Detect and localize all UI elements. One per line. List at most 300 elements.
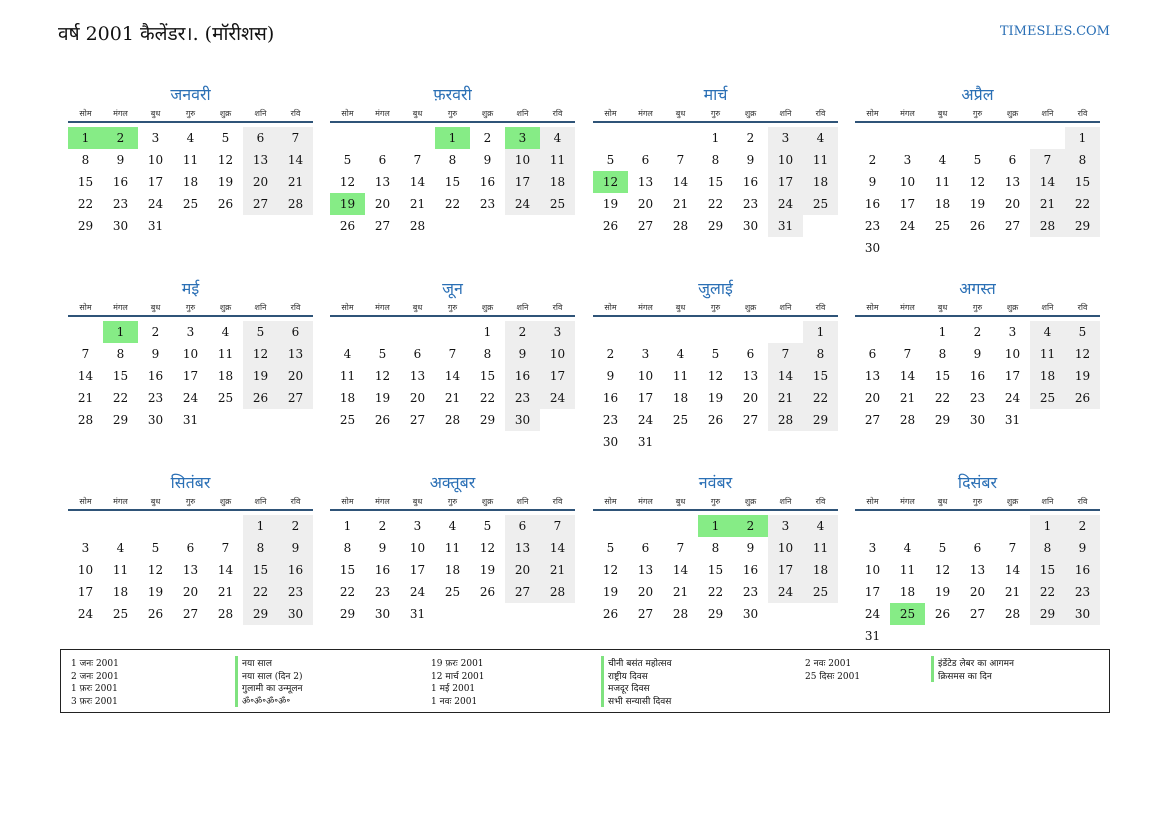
day-cell: 5 — [938, 541, 947, 555]
day-cell: 11 — [339, 369, 356, 383]
day-cell: 28 — [540, 581, 575, 603]
day-cell: 18 — [339, 391, 356, 405]
holiday-day-cell: 12 — [593, 171, 628, 193]
day-cell: 2 — [868, 153, 877, 167]
day-cell: 7 — [676, 541, 685, 555]
day-cell: 23 — [969, 391, 986, 405]
day-cell: 4 — [221, 325, 230, 339]
day-cell: 7 — [1008, 541, 1017, 555]
day-cell: 21 — [1030, 193, 1065, 215]
day-cell: 22 — [707, 585, 724, 599]
day-cell: 25 — [540, 193, 575, 215]
day-cell: 27 — [742, 413, 759, 427]
weekday-label: सोम — [604, 303, 617, 312]
day-cell: 30 — [742, 219, 759, 233]
day-cell: 14 — [1004, 563, 1021, 577]
day-cell: 5 — [343, 153, 352, 167]
day-cell: 11 — [1030, 343, 1065, 365]
day-cell: 23 — [602, 413, 619, 427]
day-cell: 22 — [77, 197, 94, 211]
day-cell: 21 — [672, 197, 689, 211]
legend-date: 1 नवः 2001 — [431, 696, 478, 707]
day-cell: 28 — [672, 607, 689, 621]
day-cell: 17 — [768, 171, 803, 193]
weekday-label: बुध — [412, 109, 423, 118]
day-cell: 29 — [803, 409, 838, 431]
day-cell: 28 — [1030, 215, 1065, 237]
day-cell: 5 — [606, 153, 615, 167]
month-rule — [68, 315, 313, 317]
day-cell: 15 — [444, 175, 461, 189]
day-cell: 22 — [1065, 193, 1100, 215]
day-cell: 7 — [81, 347, 90, 361]
day-cell: 29 — [77, 219, 94, 233]
day-cell: 20 — [1004, 197, 1021, 211]
day-cell: 26 — [602, 219, 619, 233]
day-cell: 4 — [186, 131, 195, 145]
weekday-label: मंगल — [900, 303, 915, 312]
weekday-label: बुध — [412, 497, 423, 506]
weekday-label: शनि — [254, 303, 267, 312]
month-rule — [68, 509, 313, 511]
weekday-label: बुध — [675, 497, 686, 506]
day-cell: 12 — [934, 563, 951, 577]
weekday-label: मंगल — [900, 497, 915, 506]
day-cell: 6 — [868, 347, 877, 361]
day-cell: 18 — [182, 175, 199, 189]
day-cell: 13 — [374, 175, 391, 189]
day-cell: 31 — [637, 435, 654, 449]
holiday-day-cell: 1 — [698, 515, 733, 537]
weekday-label: गुरु — [972, 303, 983, 312]
month-name: दिसंबर — [957, 473, 998, 492]
day-cell: 23 — [505, 387, 540, 409]
month-name: अप्रैल — [961, 85, 994, 104]
weekday-label: मंगल — [375, 497, 390, 506]
day-cell: 11 — [934, 175, 951, 189]
weekday-label: शनि — [779, 497, 792, 506]
day-cell: 31 — [409, 607, 426, 621]
day-cell: 5 — [1065, 321, 1100, 343]
day-cell: 15 — [1030, 559, 1065, 581]
day-cell: 26 — [243, 387, 278, 409]
day-cell: 4 — [903, 541, 912, 555]
month-name: जून — [442, 279, 463, 298]
day-cell: 18 — [934, 197, 951, 211]
day-cell: 10 — [768, 537, 803, 559]
day-cell: 16 — [742, 175, 759, 189]
day-cell: 15 — [1065, 171, 1100, 193]
day-cell: 20 — [182, 585, 199, 599]
day-cell: 19 — [374, 391, 391, 405]
weekday-label: मंगल — [638, 497, 653, 506]
day-cell: 31 — [768, 215, 803, 237]
day-cell: 4 — [676, 347, 685, 361]
day-cell: 14 — [672, 563, 689, 577]
day-cell: 30 — [742, 607, 759, 621]
day-cell: 10 — [409, 541, 426, 555]
day-cell: 21 — [1004, 585, 1021, 599]
day-cell: 7 — [768, 343, 803, 365]
legend-holiday-name: सभी सन्यासी दिवस — [601, 694, 671, 707]
day-cell: 4 — [540, 127, 575, 149]
day-cell: 23 — [479, 197, 496, 211]
day-cell: 29 — [479, 413, 496, 427]
day-cell: 12 — [374, 369, 391, 383]
day-cell: 26 — [602, 607, 619, 621]
day-cell: 17 — [505, 171, 540, 193]
day-cell: 2 — [278, 515, 313, 537]
day-cell: 7 — [278, 127, 313, 149]
day-cell: 18 — [444, 563, 461, 577]
day-cell: 2 — [151, 325, 160, 339]
weekday-label: मंगल — [113, 109, 128, 118]
weekday-label: रवि — [815, 497, 826, 506]
weekday-label: बुध — [937, 303, 948, 312]
day-cell: 16 — [742, 563, 759, 577]
day-cell: 26 — [147, 607, 164, 621]
weekday-label: सोम — [866, 109, 879, 118]
day-cell: 24 — [147, 197, 164, 211]
day-cell: 17 — [77, 585, 94, 599]
day-cell: 23 — [147, 391, 164, 405]
day-cell: 19 — [969, 197, 986, 211]
day-cell: 30 — [147, 413, 164, 427]
day-cell: 30 — [602, 435, 619, 449]
legend-holiday-name: नया साल — [235, 656, 272, 669]
day-cell: 16 — [1065, 559, 1100, 581]
holiday-day-cell: 3 — [505, 127, 540, 149]
legend-date: 2 जनः 2001 — [71, 671, 119, 682]
legend-date: 1 फ़रः 2001 — [71, 684, 118, 694]
day-cell: 2 — [606, 347, 615, 361]
day-cell: 4 — [343, 347, 352, 361]
weekday-label: रवि — [815, 303, 826, 312]
site-link[interactable]: TIMESLES.COM — [999, 24, 1110, 39]
day-cell: 4 — [938, 153, 947, 167]
day-cell: 17 — [540, 365, 575, 387]
day-cell: 5 — [151, 541, 160, 555]
day-cell: 12 — [339, 175, 356, 189]
day-cell: 11 — [444, 541, 461, 555]
day-cell: 10 — [637, 369, 654, 383]
day-cell: 23 — [374, 585, 391, 599]
day-cell: 25 — [934, 219, 951, 233]
weekday-label: मंगल — [638, 109, 653, 118]
day-cell: 24 — [182, 391, 199, 405]
day-cell: 9 — [973, 347, 982, 361]
day-cell: 19 — [602, 585, 619, 599]
day-cell: 20 — [505, 559, 540, 581]
day-cell: 15 — [339, 563, 356, 577]
day-cell: 15 — [479, 369, 496, 383]
day-cell: 6 — [378, 153, 387, 167]
day-cell: 6 — [278, 321, 313, 343]
day-cell: 18 — [540, 171, 575, 193]
day-cell: 20 — [637, 585, 654, 599]
legend-holiday-name: इंडेंटेड लेबर का आगमन — [931, 656, 1014, 669]
day-cell: 4 — [803, 127, 838, 149]
day-cell: 6 — [641, 153, 650, 167]
weekday-label: रवि — [552, 109, 563, 118]
weekday-label: गुरु — [447, 109, 458, 118]
day-cell: 20 — [864, 391, 881, 405]
day-cell: 8 — [116, 347, 125, 361]
day-cell: 22 — [803, 387, 838, 409]
day-cell: 4 — [116, 541, 125, 555]
day-cell: 3 — [81, 541, 90, 555]
day-cell: 8 — [711, 153, 720, 167]
weekday-label: शनि — [1041, 497, 1054, 506]
day-cell: 16 — [147, 369, 164, 383]
legend-holiday-name: मजदूर दिवस — [601, 681, 650, 694]
weekday-label: शुक्र — [481, 109, 494, 118]
day-cell: 17 — [768, 559, 803, 581]
day-cell: 21 — [77, 391, 94, 405]
day-cell: 19 — [217, 175, 234, 189]
day-cell: 28 — [77, 413, 94, 427]
day-cell: 31 — [1004, 413, 1021, 427]
day-cell: 29 — [1030, 603, 1065, 625]
day-cell: 23 — [742, 585, 759, 599]
day-cell: 11 — [803, 537, 838, 559]
day-cell: 27 — [864, 413, 881, 427]
month-name: अगस्त — [959, 279, 996, 298]
day-cell: 17 — [899, 197, 916, 211]
day-cell: 27 — [278, 387, 313, 409]
holiday-day-cell: 1 — [435, 127, 470, 149]
day-cell: 8 — [1065, 149, 1100, 171]
day-cell: 13 — [243, 149, 278, 171]
day-cell: 27 — [243, 193, 278, 215]
day-cell: 27 — [637, 219, 654, 233]
legend-date: 19 फ़रः 2001 — [431, 659, 484, 669]
day-cell: 4 — [803, 515, 838, 537]
day-cell: 25 — [339, 413, 356, 427]
day-cell: 6 — [243, 127, 278, 149]
day-cell: 3 — [151, 131, 160, 145]
month-name: अक्तूबर — [429, 473, 476, 492]
day-cell: 14 — [409, 175, 426, 189]
weekday-label: शुक्र — [481, 497, 494, 506]
weekday-label: शुक्र — [744, 497, 757, 506]
weekday-label: मंगल — [375, 303, 390, 312]
day-cell: 22 — [339, 585, 356, 599]
day-cell: 14 — [444, 369, 461, 383]
day-cell: 21 — [278, 171, 313, 193]
day-cell: 22 — [112, 391, 129, 405]
day-cell: 28 — [278, 193, 313, 215]
day-cell: 26 — [479, 585, 496, 599]
day-cell: 30 — [864, 241, 881, 255]
day-cell: 9 — [505, 343, 540, 365]
day-cell: 25 — [444, 585, 461, 599]
weekday-label: शनि — [516, 303, 529, 312]
day-cell: 31 — [864, 629, 881, 643]
day-cell: 20 — [243, 171, 278, 193]
weekday-label: रवि — [290, 497, 301, 506]
day-cell: 9 — [606, 369, 615, 383]
day-cell: 7 — [676, 153, 685, 167]
day-cell: 26 — [1065, 387, 1100, 409]
day-cell: 8 — [483, 347, 492, 361]
day-cell: 14 — [77, 369, 94, 383]
day-cell: 12 — [1065, 343, 1100, 365]
day-cell: 14 — [540, 537, 575, 559]
day-cell: 19 — [479, 563, 496, 577]
day-cell: 26 — [934, 607, 951, 621]
day-cell: 27 — [409, 413, 426, 427]
legend-holiday-name: क्रिसमस का दिन — [931, 669, 992, 682]
day-cell: 14 — [899, 369, 916, 383]
day-cell: 11 — [540, 149, 575, 171]
day-cell: 20 — [637, 197, 654, 211]
day-cell: 16 — [864, 197, 881, 211]
legend-holiday-name: ॐ॰ॐ॰ॐ॰ॐ॰ — [235, 694, 290, 707]
weekday-label: शनि — [1041, 109, 1054, 118]
day-cell: 7 — [221, 541, 230, 555]
month-name: मार्च — [703, 85, 728, 104]
weekday-label: गुरु — [185, 497, 196, 506]
day-cell: 21 — [899, 391, 916, 405]
day-cell: 28 — [217, 607, 234, 621]
day-cell: 2 — [483, 131, 492, 145]
day-cell: 26 — [339, 219, 356, 233]
day-cell: 11 — [217, 347, 234, 361]
weekday-label: शुक्र — [744, 109, 757, 118]
day-cell: 25 — [672, 413, 689, 427]
holiday-day-cell: 2 — [733, 515, 768, 537]
day-cell: 29 — [934, 413, 951, 427]
weekday-label: रवि — [1077, 303, 1088, 312]
weekday-label: शुक्र — [1006, 109, 1019, 118]
day-cell: 3 — [903, 153, 912, 167]
month-rule — [330, 315, 575, 317]
day-cell: 19 — [602, 197, 619, 211]
month-name: मई — [181, 279, 200, 298]
day-cell: 30 — [374, 607, 391, 621]
page-title: वर्ष 2001 कैलेंडर।. (मॉरीशस) — [58, 23, 275, 45]
day-cell: 16 — [374, 563, 391, 577]
weekday-label: सोम — [604, 109, 617, 118]
weekday-label: मंगल — [113, 303, 128, 312]
weekday-label: गुरु — [185, 109, 196, 118]
day-cell: 29 — [243, 603, 278, 625]
day-cell: 26 — [969, 219, 986, 233]
day-cell: 13 — [409, 369, 426, 383]
holiday-day-cell: 19 — [330, 193, 365, 215]
day-cell: 30 — [1065, 603, 1100, 625]
holiday-day-cell: 25 — [890, 603, 925, 625]
weekday-label: गुरु — [972, 497, 983, 506]
day-cell: 12 — [707, 369, 724, 383]
day-cell: 15 — [707, 563, 724, 577]
month-rule — [330, 121, 575, 123]
day-cell: 9 — [483, 153, 492, 167]
day-cell: 18 — [112, 585, 129, 599]
day-cell: 27 — [374, 219, 391, 233]
weekday-label: शनि — [1041, 303, 1054, 312]
day-cell: 22 — [707, 197, 724, 211]
day-cell: 9 — [151, 347, 160, 361]
day-cell: 13 — [637, 175, 654, 189]
legend-date: 25 दिसः 2001 — [805, 671, 861, 682]
weekday-label: शुक्र — [219, 497, 232, 506]
day-cell: 27 — [1004, 219, 1021, 233]
day-cell: 24 — [768, 581, 803, 603]
day-cell: 11 — [672, 369, 689, 383]
day-cell: 1 — [938, 325, 947, 339]
day-cell: 14 — [672, 175, 689, 189]
day-cell: 24 — [899, 219, 916, 233]
day-cell: 16 — [505, 365, 540, 387]
day-cell: 5 — [973, 153, 982, 167]
legend-date: 1 जनः 2001 — [71, 659, 119, 669]
day-cell: 16 — [602, 391, 619, 405]
day-cell: 17 — [864, 585, 881, 599]
day-cell: 10 — [147, 153, 164, 167]
day-cell: 14 — [278, 149, 313, 171]
weekday-label: सोम — [341, 109, 354, 118]
day-cell: 24 — [1004, 391, 1021, 405]
day-cell: 15 — [707, 175, 724, 189]
day-cell: 29 — [1065, 215, 1100, 237]
day-cell: 3 — [1008, 325, 1017, 339]
day-cell: 19 — [1065, 365, 1100, 387]
day-cell: 9 — [378, 541, 387, 555]
weekday-label: शुक्र — [1006, 497, 1019, 506]
day-cell: 11 — [899, 563, 916, 577]
day-cell: 10 — [899, 175, 916, 189]
weekday-label: गुरु — [710, 497, 721, 506]
day-cell: 24 — [637, 413, 654, 427]
holiday-legend — [60, 649, 1110, 713]
day-cell: 9 — [746, 153, 755, 167]
day-cell: 9 — [868, 175, 877, 189]
day-cell: 8 — [711, 541, 720, 555]
day-cell: 8 — [1030, 537, 1065, 559]
day-cell: 9 — [278, 537, 313, 559]
day-cell: 18 — [1030, 365, 1065, 387]
day-cell: 7 — [540, 515, 575, 537]
weekday-label: सोम — [866, 303, 879, 312]
weekday-label: शनि — [779, 303, 792, 312]
day-cell: 21 — [444, 391, 461, 405]
month-name: सितंबर — [170, 473, 211, 492]
weekday-label: शुक्र — [744, 303, 757, 312]
day-cell: 12 — [602, 563, 619, 577]
day-cell: 15 — [77, 175, 94, 189]
day-cell: 8 — [803, 343, 838, 365]
weekday-label: गुरु — [972, 109, 983, 118]
day-cell: 25 — [803, 193, 838, 215]
legend-date: 12 मार्च 2001 — [431, 671, 485, 682]
day-cell: 12 — [969, 175, 986, 189]
day-cell: 6 — [186, 541, 195, 555]
weekday-label: शनि — [516, 497, 529, 506]
month-rule — [855, 509, 1100, 511]
day-cell: 26 — [707, 413, 724, 427]
month-name: नवंबर — [698, 473, 733, 492]
day-cell: 6 — [973, 541, 982, 555]
day-cell: 4 — [1030, 321, 1065, 343]
month-rule — [68, 121, 313, 123]
legend-holiday-name: राष्ट्रीय दिवस — [601, 669, 648, 682]
month-rule — [593, 121, 838, 123]
day-cell: 29 — [707, 607, 724, 621]
weekday-label: बुध — [937, 109, 948, 118]
day-cell: 25 — [217, 391, 234, 405]
